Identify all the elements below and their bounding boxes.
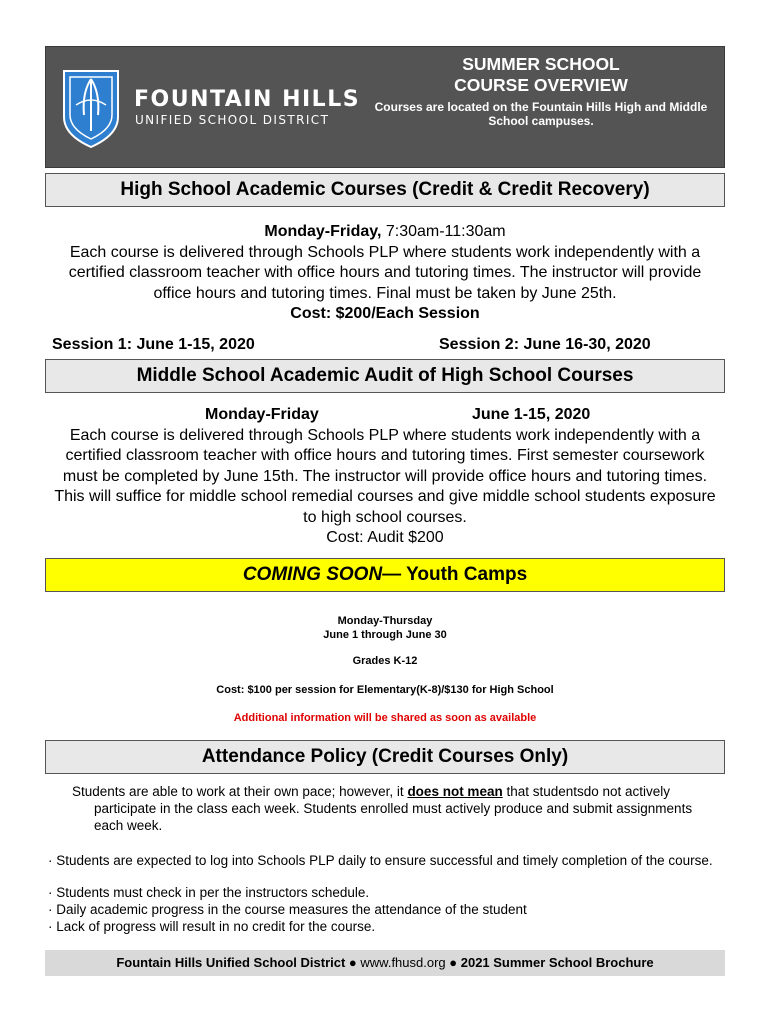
title-line-2: COURSE OVERVIEW	[454, 75, 628, 95]
attendance-section-heading: Attendance Policy (Credit Courses Only)	[45, 740, 725, 774]
hs-session-1: Session 1: June 1-15, 2020	[52, 336, 255, 353]
footer-brochure-label: 2021 Summer School Brochure	[460, 955, 654, 970]
ms-section-heading: Middle School Academic Audit of High School Courses	[45, 359, 725, 393]
hs-section-body	[50, 222, 720, 325]
camps-notice: Additional information will be shared as soon as available	[233, 712, 537, 724]
district-logo-name: FOUNTAIN HILLS	[134, 87, 361, 112]
title-line-1: SUMMER SCHOOL	[462, 54, 620, 74]
camps-coming-soon: COMING SOON	[242, 564, 383, 585]
camps-dates: June 1 through June 30	[323, 629, 447, 641]
page-title	[376, 54, 706, 96]
ms-section-body	[50, 405, 720, 549]
footer-bar	[45, 950, 725, 976]
ms-description: Each course is delivered through Schools PLP where students work independently with a certified classroom teacher with office hours and tutoring times. First semester coursework must be completed by June 15th. The instructor will provide office hours and tutoring times. This will suffice for middle school remedial courses and give middle school students exposure to high school courses.	[54, 426, 716, 526]
camps-grades: Grades K-12	[352, 655, 418, 667]
hs-cost: Cost: $200/Each Session	[290, 305, 480, 322]
ms-dates: June 1-15, 2020	[472, 406, 591, 423]
footer-separator: ●	[445, 955, 461, 970]
hs-description: Each course is delivered through Schools PLP where students work independently with a certified classroom teacher with office hours and tutoring times. The instructor will provide office hours and tutoring times. Final must be taken by June 25th.	[68, 243, 702, 302]
camps-days: Monday-Thursday	[337, 615, 433, 627]
attendance-bullet: · Lack of progress will result in no credit for the course.	[48, 919, 376, 934]
attendance-intro-after: that studentsdo not actively participate in the class each week. Students enrolled must actively produce and submit assignments each week.	[94, 784, 693, 833]
hs-section-heading: High School Academic Courses (Credit & Credit Recovery)	[45, 173, 725, 207]
camps-schedule	[45, 614, 725, 642]
district-logo-subtitle: UNIFIED SCHOOL DISTRICT	[135, 113, 330, 127]
hs-schedule	[50, 222, 720, 243]
hs-hours: 7:30am-11:30am	[381, 223, 506, 240]
camps-section-heading	[45, 558, 725, 592]
hs-days: Monday-Friday,	[264, 223, 382, 240]
attendance-bullet: · Students are expected to log into Schools PLP daily to ensure successful and timely completion of the course.	[48, 853, 713, 868]
hs-session-2: Session 2: June 16-30, 2020	[439, 336, 651, 353]
district-shield-logo-icon	[62, 65, 120, 149]
attendance-intro	[56, 783, 720, 834]
footer-separator: ●	[345, 955, 361, 970]
attendance-bullet: · Daily academic progress in the course measures the attendance of the student	[48, 902, 527, 917]
page-subtitle: Courses are located on the Fountain Hills High and Middle School campuses.	[374, 100, 708, 128]
footer-website-link[interactable]: www.fhusd.org	[360, 955, 446, 970]
camps-cost: Cost: $100 per session for Elementary(K-8)/$130 for High School	[216, 684, 554, 696]
attendance-intro-before: Students are able to work at their own pace; however, it	[72, 784, 408, 799]
footer-district: Fountain Hills Unified School District	[116, 955, 346, 970]
attendance-bullet: · Students must check in per the instructors schedule.	[48, 885, 370, 900]
ms-schedule	[50, 405, 720, 426]
ms-cost: Cost: Audit $200	[326, 529, 444, 546]
header-banner	[45, 46, 725, 168]
camps-title: — Youth Camps	[382, 564, 528, 585]
ms-days: Monday-Friday	[205, 406, 319, 423]
attendance-emphasis: does not mean	[407, 784, 503, 799]
